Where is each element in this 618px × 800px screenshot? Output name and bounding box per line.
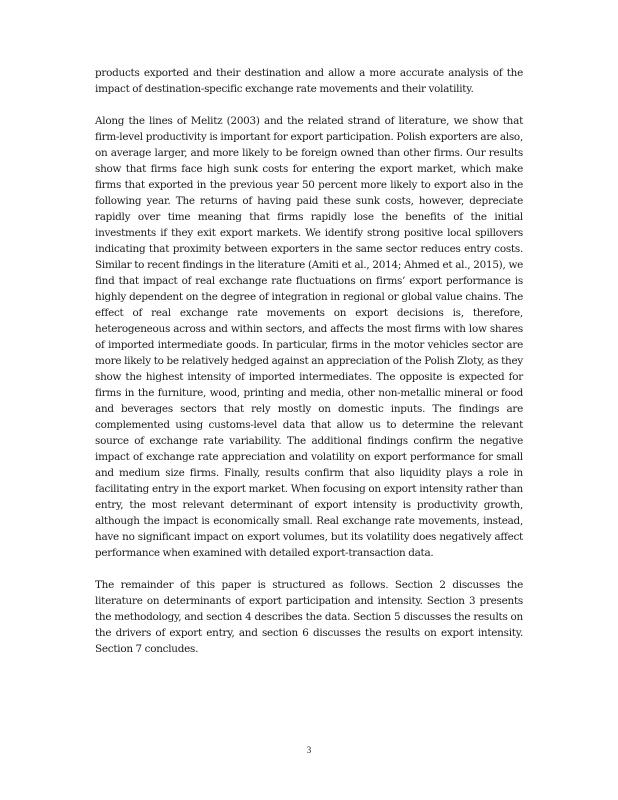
paragraph-structure: The remainder of this paper is structured as follows. Section 2 discusses the literature on determinants of export participation and intensity. Section 3 presents the methodology, and section 4 describes the data. Section 5 discusses the results on the drivers of export entry, and section 6 discusses the results on export intensity. Section 7 concludes. [95, 579, 523, 655]
body-text [95, 65, 523, 657]
paragraph-continuation: products exported and their destination and allow a more accurate analysis of the impact of destination-specific exchange rate movements and their volatility. [95, 67, 523, 95]
page-number: 3 [306, 745, 312, 755]
paragraph-findings: Along the lines of Melitz (2003) and the related strand of literature, we show that firm-level productivity is important for export participation. Polish exporters are also, on average larger, and more likely to be foreign owned than other firms. Our results show that firms face high sunk costs for entering the export market, which make firms that exported in the previous year 50 percent more likely to export also in the following year. The returns of having paid these sunk costs, however, depreciate rapidly over time meaning that firms rapidly lose the benefits of the initial investments if they exit export markets. We identify strong positive local spillovers indicating that proximity between exporters in the same sector reduces entry costs. Similar to recent findings in the literature (Amiti et al., 2014; Ahmed et al., 2015), we find that impact of real exchange rate fluctuations on firms’ export performance is highly dependent on the degree of integration in regional or global value chains. The effect of real exchange rate movements on export decisions is, therefore, heterogeneous across and within sectors, and affects the most firms with low shares of imported intermediate goods. In particular, firms in the motor vehicles sector are more likely to be relatively hedged against an appreciation of the Polish Zloty, as they show the highest intensity of imported intermediates. The opposite is expected for firms in the furniture, wood, printing and media, other non-metallic mineral or food and beverages sectors that rely mostly on domestic inputs. The findings are complemented using customs-level data that allow us to determine the relevant source of exchange rate variability. The additional findings confirm the negative impact of exchange rate appreciation and volatility on export performance for small and medium size firms. Finally, results confirm that also liquidity plays a role in facilitating entry in the export market. When focusing on export intensity rather than entry, the most relevant determinant of export intensity is productivity growth, although the impact is economically small. Real exchange rate movements, instead, have no significant impact on export volumes, but its volatility does negatively affect performance when examined with detailed export-transaction data. [95, 115, 523, 559]
